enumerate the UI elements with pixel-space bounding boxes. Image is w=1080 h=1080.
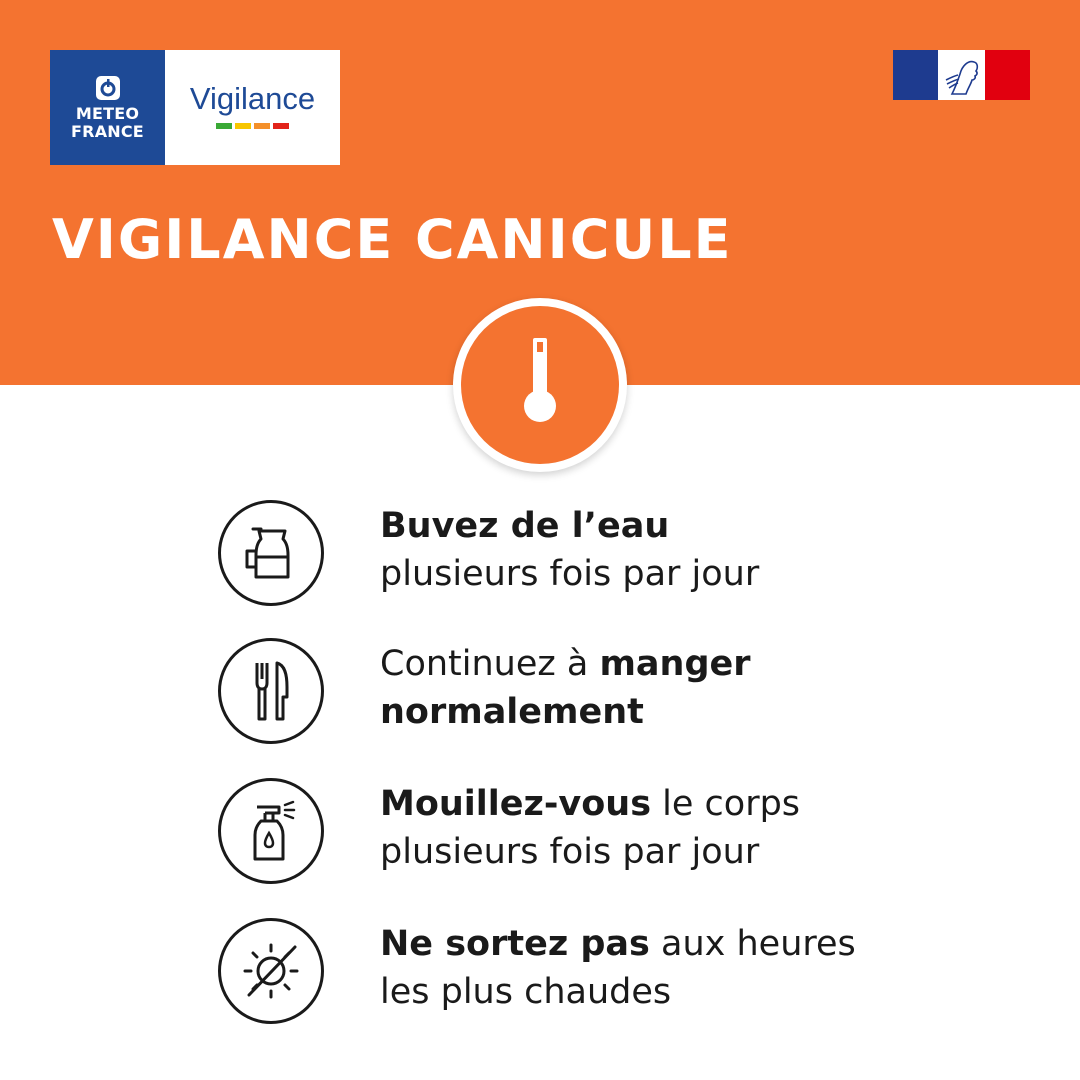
- advice-item-eat-normally: [218, 638, 998, 750]
- advice-text-plain: Continuez à: [380, 644, 600, 684]
- advice-text-line2: plusieurs fois par jour: [380, 832, 760, 872]
- marianne-icon: [938, 50, 985, 100]
- republique-francaise-flag: [893, 50, 1030, 100]
- advice-text: [380, 780, 1000, 876]
- vigilance-logo-text: Vigilance: [189, 80, 316, 116]
- flag-blue-band: [893, 50, 938, 100]
- advice-item-drink-water: [218, 500, 998, 612]
- advice-text: [380, 920, 1000, 1016]
- advice-text-bold: Buvez de l’eau: [380, 506, 670, 546]
- advice-item-wet-body: [218, 778, 998, 890]
- logo-text-france: FRANCE: [71, 121, 144, 141]
- advice-text-line2: plusieurs fois par jour: [380, 554, 760, 594]
- water-jug-icon: [231, 513, 311, 593]
- spray-bottle-icon: [231, 791, 311, 871]
- fork-knife-icon-circle: [218, 638, 324, 744]
- vigilance-color-bars: [216, 123, 289, 129]
- vigilance-logo: [165, 50, 340, 165]
- meteo-france-emblem-icon: [95, 75, 121, 101]
- advice-text-plain: le corps: [651, 784, 801, 824]
- advice-item-stay-inside: [218, 918, 998, 1030]
- advice-text-bold: Mouillez-vous: [380, 784, 652, 824]
- logo-text-meteo: METEO: [75, 103, 140, 123]
- advice-text-line2: les plus chaudes: [380, 972, 672, 1012]
- vigilance-bar-orange: [254, 123, 270, 129]
- water-jug-icon-circle: [218, 500, 324, 606]
- thermometer-badge: [453, 298, 627, 472]
- advice-text-bold: Ne sortez pas: [380, 924, 650, 964]
- advice-text: [380, 640, 1000, 736]
- no-sun-icon-circle: [218, 918, 324, 1024]
- fork-knife-icon: [231, 651, 311, 731]
- advice-text-bold: manger: [599, 644, 751, 684]
- flag-red-band: [985, 50, 1030, 100]
- advice-text: [380, 502, 1000, 598]
- page-title: VIGILANCE CANICULE: [52, 208, 733, 271]
- meteo-france-logo: [50, 50, 165, 165]
- vigilance-bar-green: [216, 123, 232, 129]
- spray-bottle-icon-circle: [218, 778, 324, 884]
- vigilance-bar-yellow: [235, 123, 251, 129]
- vigilance-bar-red: [273, 123, 289, 129]
- advice-text-bold-line2: normalement: [380, 692, 644, 732]
- meteo-france-vigilance-logo: [50, 50, 340, 165]
- no-sun-icon: [231, 931, 311, 1011]
- flag-white-band: [938, 50, 985, 100]
- advice-text-plain: aux heures: [649, 924, 856, 964]
- thermometer-icon: [453, 298, 627, 472]
